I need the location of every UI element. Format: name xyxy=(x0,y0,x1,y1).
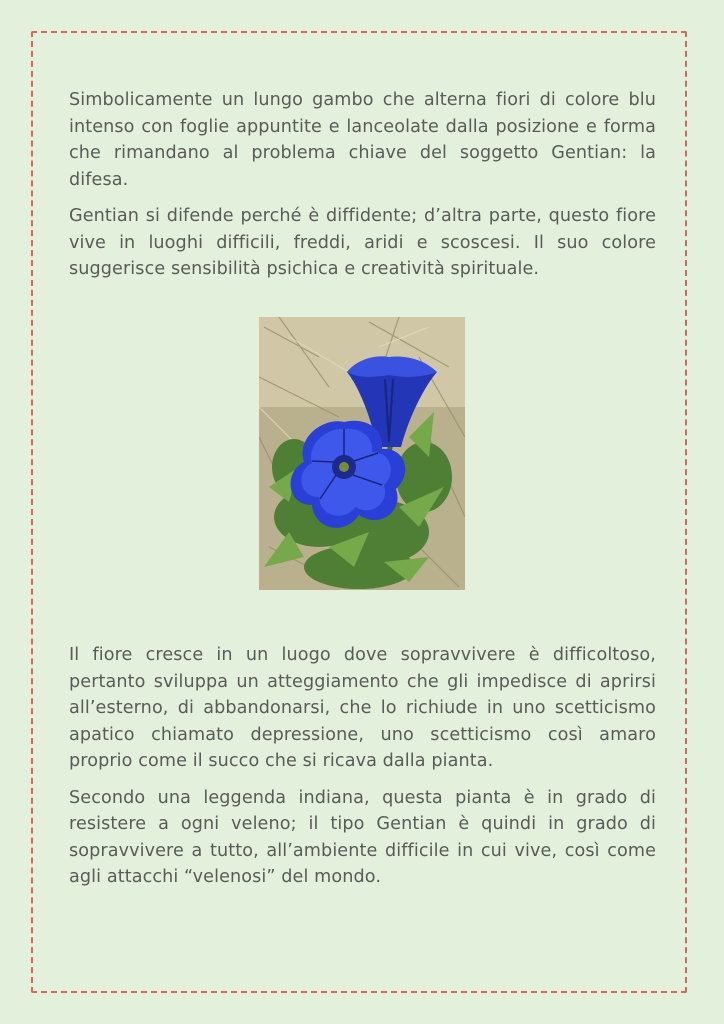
paragraph-legend: Secondo una leggenda indiana, questa pianta è in grado di resistere a ogni veleno; il tipo Gentian è quindi in grado di sopravvivere a tutto, all’ambiente difficile in cui vive, così come agli attacchi “velenosi” del mondo. xyxy=(69,787,656,887)
closing-text xyxy=(69,642,656,901)
paragraph-growth: Il fiore cresce in un luogo dove sopravvivere è difficoltoso, pertanto sviluppa un atteggiamento che gli impedisce di aprirsi all’esterno, di abbandonarsi, che lo richiude in uno scetticismo apatico chiamato depressione, uno scetticismo così amaro proprio come il succo che si ricava dalla pianta. xyxy=(69,645,656,771)
intro-text xyxy=(69,87,656,293)
gentian-flower-photo xyxy=(259,317,465,590)
paragraph-defense: Gentian si difende perché è diffidente; d’altra parte, questo fiore vive in luoghi difficili, freddi, aridi e scoscesi. Il suo colore suggerisce sensibilità psichica e creatività spirituale. xyxy=(69,206,656,279)
paragraph-symbolism: Simbolicamente un lungo gambo che alterna fiori di colore blu intenso con foglie appuntite e lanceolate dalla posizione e forma che rimandano al problema chiave del soggetto Gentian: la difesa. xyxy=(69,90,656,190)
